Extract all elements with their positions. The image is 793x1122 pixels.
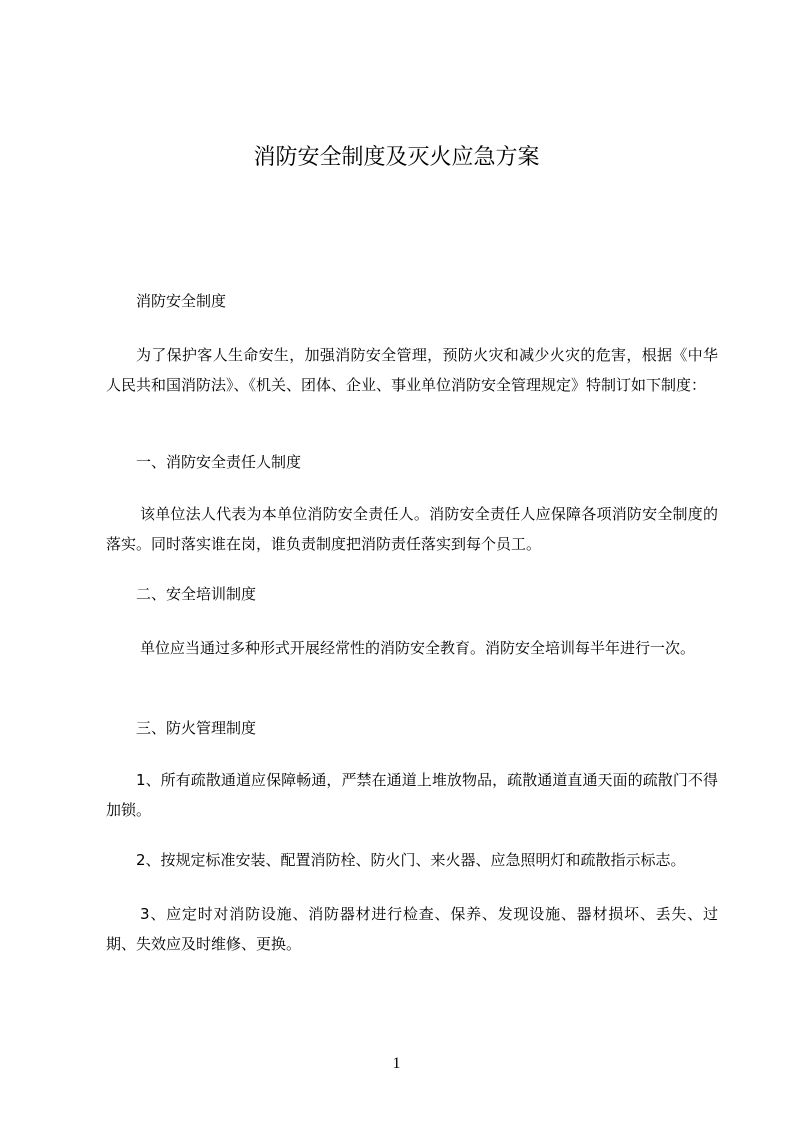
- section-3-item-2: 2、按规定标准安装、配置消防栓、防火门、来火器、应急照明灯和疏散指示标志。: [136, 851, 686, 869]
- page-number: 1: [392, 1055, 401, 1072]
- section-3-item-3: 3、应定时对消防设施、消防器材进行检查、保养、发现设施、器材损坏、丢失、过期、失效应及时维修、更换。: [106, 905, 718, 953]
- section-2-body: 单位应当通过多种形式开展经常性的消防安全教育。消防安全培训每半年进行一次。: [140, 639, 696, 657]
- section-1-body: 该单位法人代表为本单位消防安全责任人。消防安全责任人应保障各项消防安全制度的落实。同时落实谁在岗，谁负责制度把消防责任落实到每个员工。: [106, 505, 718, 553]
- section-heading: 消防安全制度: [136, 292, 227, 310]
- section-1-heading: 一、消防安全责任人制度: [136, 453, 302, 471]
- section-3-item-1: 1、所有疏散通道应保障畅通，严禁在通道上堆放物品，疏散通道直通天面的疏散门不得加锁。: [106, 771, 718, 819]
- section-3-heading: 三、防火管理制度: [136, 719, 257, 737]
- intro-paragraph: 为了保护客人生命安生，加强消防安全管理，预防火灾和减少火灾的危害，根据《中华人民共和国消防法》、《机关、团体、企业、事业单位消防安全管理规定》特制订如下制度：: [106, 346, 718, 394]
- section-2-heading: 二、安全培训制度: [136, 585, 257, 603]
- document-title: 消防安全制度及灭火应急方案: [253, 145, 540, 170]
